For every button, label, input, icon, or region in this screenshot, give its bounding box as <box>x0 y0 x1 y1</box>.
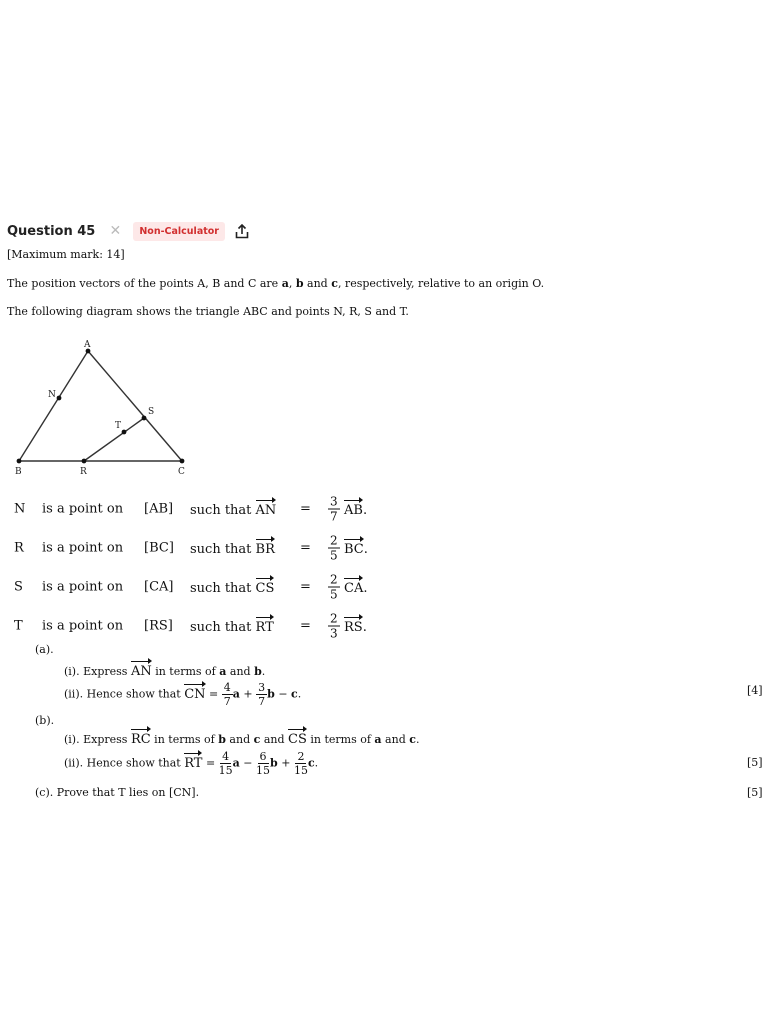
def-fraction <box>328 613 340 640</box>
def-phrase: is a point on <box>42 618 124 634</box>
label-c: C <box>178 467 185 477</box>
def-such <box>190 539 275 557</box>
point-t <box>122 430 127 435</box>
vector-b: b <box>270 756 278 770</box>
vector-an: AN <box>256 500 277 518</box>
fraction-numerator: 6 <box>259 750 267 763</box>
vector-cn: CN <box>184 684 205 702</box>
text-span: The position vectors of the points A, B and C are <box>7 277 282 290</box>
vector-b: b <box>254 665 262 678</box>
question-header <box>7 219 251 243</box>
def-such <box>190 578 274 596</box>
fraction-numerator: 3 <box>258 681 266 694</box>
vector-b: b <box>295 277 304 290</box>
def-equals: = <box>300 579 311 595</box>
point-r <box>82 459 87 464</box>
part-b-marks: [5] <box>747 756 763 769</box>
fraction-denominator: 7 <box>223 695 231 708</box>
text-span: and <box>381 733 410 746</box>
definition-n <box>14 491 414 527</box>
diagram-intro: The following diagram shows the triangle ABC and points N, R, S and T. <box>7 305 409 318</box>
vector-c: c <box>331 277 338 290</box>
def-point: N <box>14 501 26 517</box>
fraction-denominator: 7 <box>330 509 338 524</box>
vector-b: b <box>218 733 226 746</box>
text-span: in terms of <box>151 665 220 678</box>
fraction-numerator: 2 <box>297 750 305 763</box>
def-fraction <box>328 535 340 562</box>
def-segment: [BC] <box>144 540 174 556</box>
def-rhs <box>344 539 368 557</box>
def-rhs <box>344 617 367 635</box>
such-text: such that <box>190 620 252 635</box>
vector-a: a <box>219 665 227 678</box>
label-t: T <box>115 421 122 431</box>
label-s: S <box>148 407 155 417</box>
text-span: . <box>297 687 302 701</box>
vector-c: c <box>307 756 315 770</box>
vector-an: AN <box>131 661 152 679</box>
definition-r <box>14 530 414 566</box>
such-text: such that <box>190 542 252 557</box>
point-b <box>17 459 22 464</box>
vector-a: a <box>281 277 289 290</box>
def-phrase: is a point on <box>42 579 124 595</box>
vector-a: a <box>232 756 240 770</box>
def-rhs <box>344 578 367 596</box>
vector-br: BR <box>256 539 275 557</box>
text-span: + <box>277 756 294 770</box>
text-span: and <box>226 665 255 678</box>
text-span: = <box>202 756 219 770</box>
def-segment: [CA] <box>144 579 174 595</box>
fraction-denominator: 3 <box>330 626 338 641</box>
def-fraction <box>328 496 340 523</box>
def-end: . <box>363 542 368 557</box>
label-b: B <box>15 467 22 477</box>
vector-ca: CA <box>344 578 363 596</box>
text-span: in terms of <box>306 733 375 746</box>
intro-paragraph <box>7 277 544 290</box>
such-text: such that <box>190 581 252 596</box>
vector-rt: RT <box>256 617 274 635</box>
triangle-diagram <box>0 334 200 480</box>
part-a-i <box>64 661 265 679</box>
part-a-marks: [4] <box>747 684 763 697</box>
vector-a: a <box>232 687 240 701</box>
definition-t <box>14 608 414 644</box>
part-a-label: (a). <box>35 643 54 656</box>
text-span: (i). Express <box>64 733 131 746</box>
def-fraction <box>328 574 340 601</box>
vector-ab: AB <box>344 500 363 518</box>
def-end: . <box>362 503 368 518</box>
part-c: (c). Prove that T lies on [CN]. <box>35 786 200 799</box>
point-s <box>142 416 147 421</box>
text-span: (ii). Hence show that <box>64 756 185 770</box>
text-span: − <box>274 687 292 701</box>
vector-b: b <box>267 687 275 701</box>
vector-rs: RS <box>344 617 363 635</box>
fraction-numerator: 3 <box>330 494 338 509</box>
maximum-mark: [Maximum mark: 14] <box>7 248 125 261</box>
def-end: . <box>362 620 367 635</box>
part-b-ii <box>64 751 318 776</box>
def-rhs <box>344 500 367 518</box>
text-span: (ii). Hence show that <box>64 687 185 701</box>
fraction-denominator: 5 <box>330 587 338 602</box>
definition-s <box>14 569 414 605</box>
text-span: , <box>288 277 296 290</box>
label-a: A <box>84 340 91 350</box>
vector-a: a <box>374 733 382 746</box>
fraction-numerator: 2 <box>330 572 338 587</box>
part-b-i <box>64 729 419 747</box>
segment-rs <box>84 418 144 461</box>
vector-bc: BC <box>344 539 364 557</box>
def-equals: = <box>300 618 311 634</box>
part-b-label: (b). <box>35 714 55 727</box>
def-segment: [RS] <box>144 618 173 634</box>
def-equals: = <box>300 501 311 517</box>
part-c-marks: [5] <box>747 786 763 799</box>
fraction-denominator: 15 <box>293 764 308 777</box>
vector-c: c <box>291 687 298 701</box>
text-span: and <box>260 733 289 746</box>
text-span: . <box>261 665 266 678</box>
such-text: such that <box>190 503 252 518</box>
text-span: and <box>225 733 254 746</box>
vector-cs: CS <box>256 578 275 596</box>
vector-c: c <box>253 733 261 746</box>
def-phrase: is a point on <box>42 501 124 517</box>
fraction-denominator: 15 <box>256 764 271 777</box>
label-n: N <box>48 390 56 400</box>
label-r: R <box>80 467 87 477</box>
side-ac <box>88 351 182 461</box>
close-icon[interactable]: ✕ <box>109 223 122 239</box>
text-span: , respectively, relative to an origin O. <box>337 277 545 290</box>
point-n <box>57 396 62 401</box>
def-point: R <box>14 540 24 556</box>
vector-c: c <box>409 733 416 746</box>
def-phrase: is a point on <box>42 540 124 556</box>
text-span: and <box>303 277 332 290</box>
text-span: + <box>239 687 257 701</box>
vector-rc: RC <box>131 729 151 747</box>
fraction-denominator: 5 <box>330 548 338 563</box>
text-span: . <box>314 756 319 770</box>
fraction-numerator: 2 <box>330 611 338 626</box>
part-a-ii <box>64 682 301 707</box>
def-equals: = <box>300 540 311 556</box>
text-span: (i). Express <box>64 665 131 678</box>
fraction-numerator: 2 <box>330 533 338 548</box>
def-such <box>190 617 274 635</box>
non-calculator-badge: Non-Calculator <box>133 222 225 241</box>
vector-cs: CS <box>288 729 307 747</box>
point-c <box>180 459 185 464</box>
def-point: T <box>14 618 23 634</box>
def-end: . <box>363 581 368 596</box>
text-span: = <box>205 687 222 701</box>
fraction-numerator: 4 <box>223 681 231 694</box>
share-icon[interactable] <box>233 222 251 240</box>
side-ab <box>19 351 88 461</box>
text-span: . <box>415 733 420 746</box>
def-such <box>190 500 276 518</box>
def-point: S <box>14 579 23 595</box>
text-span: in terms of <box>150 733 219 746</box>
fraction-denominator: 15 <box>218 764 233 777</box>
fraction-denominator: 7 <box>258 695 266 708</box>
text-span: − <box>239 756 257 770</box>
def-segment: [AB] <box>144 501 174 517</box>
fraction-numerator: 4 <box>222 750 230 763</box>
vector-rt: RT <box>184 753 202 771</box>
question-title: Question 45 <box>7 223 96 239</box>
